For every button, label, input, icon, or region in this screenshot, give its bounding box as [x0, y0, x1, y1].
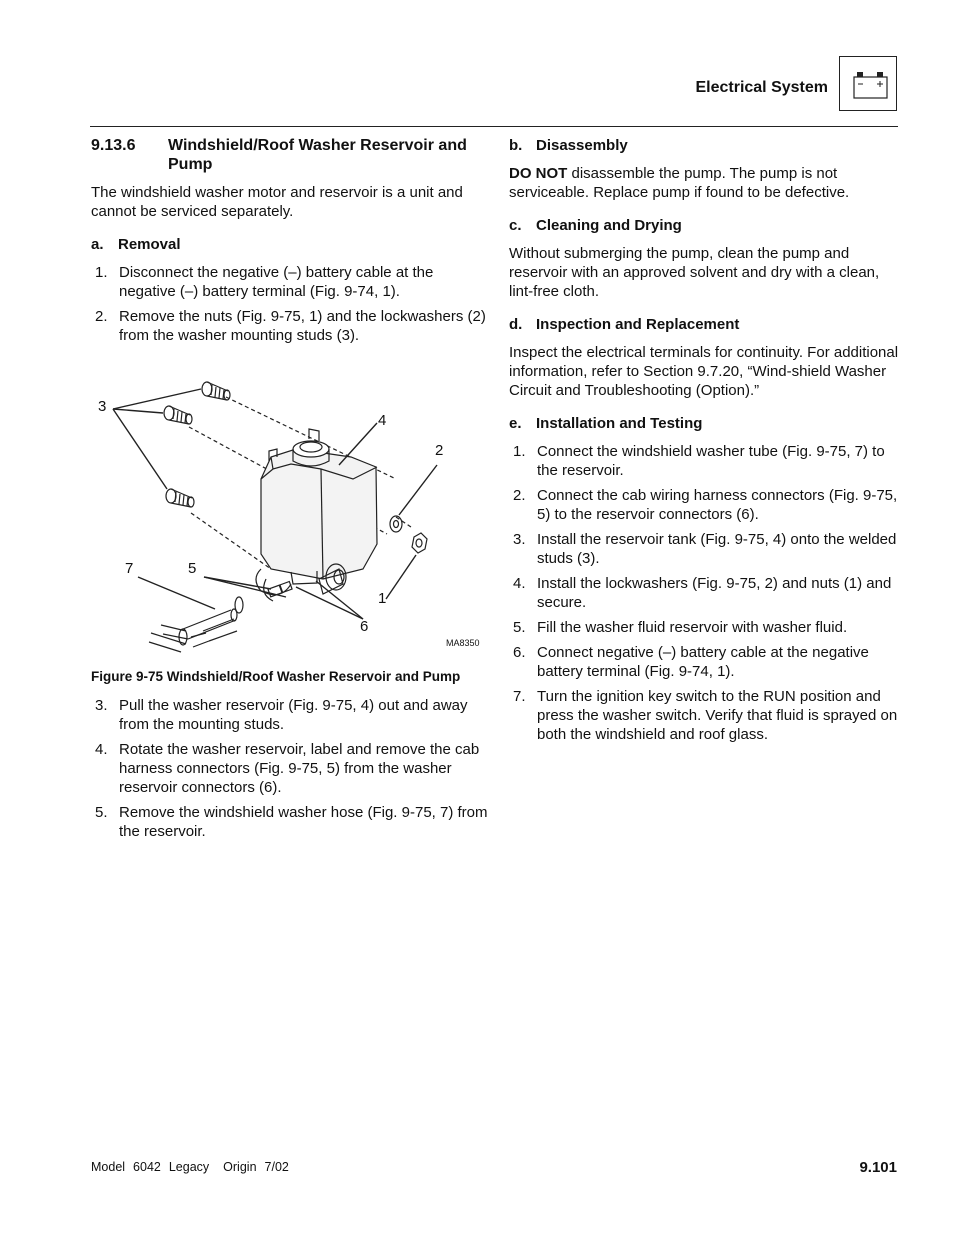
- footer-edition: Legacy: [168, 1160, 210, 1174]
- cleaning-text: Without submerging the pump, clean the pump and reservoir with an approved solvent and dry with a clean, lint-free cloth.: [509, 245, 880, 300]
- step-text: Install the lockwashers (Fig. 9-75, 2) and nuts (1) and secure.: [537, 575, 892, 611]
- callout-6: 6: [360, 618, 369, 635]
- stud-top: [202, 382, 230, 400]
- step-number: 5.: [513, 619, 526, 636]
- step-number: 1.: [513, 443, 526, 460]
- step-text: Connect negative (–) battery cable at the negative battery terminal (Fig. 9-74, 1).: [537, 644, 869, 680]
- removal-title: Removal: [118, 236, 181, 253]
- removal-steps-a: [91, 263, 491, 345]
- step-number: 6.: [513, 644, 526, 661]
- battery-icon: [839, 56, 897, 111]
- installation-title: Installation and Testing: [536, 415, 703, 432]
- cleaning-letter: c.: [509, 217, 522, 234]
- right-column: [509, 136, 901, 750]
- disassembly-text: [509, 164, 901, 202]
- step-number: 3.: [513, 531, 526, 548]
- section-intro: The windshield washer motor and reservoir is a unit and cannot be serviced separately.: [91, 184, 463, 220]
- callout-3: 3: [98, 398, 107, 415]
- figure-washer-reservoir: [91, 369, 486, 661]
- installation-heading: [509, 414, 901, 433]
- step-number: 4.: [513, 575, 526, 592]
- removal-steps-b: [91, 696, 491, 841]
- header-rule: [90, 126, 898, 127]
- removal-letter: a.: [91, 236, 104, 253]
- figure-code: MA8350: [446, 638, 480, 648]
- callout-1: 1: [378, 590, 387, 607]
- page-header-title: Electrical System: [695, 79, 828, 96]
- footer-model: Model: [91, 1160, 126, 1174]
- reservoir-illustration: [91, 369, 486, 661]
- step-text: Install the reservoir tank (Fig. 9-75, 4) onto the welded studs (3).: [537, 531, 897, 567]
- step-text: Remove the windshield washer hose (Fig. 9-75, 7) from the reservoir.: [119, 804, 488, 840]
- step-text: Rotate the washer reservoir, label and remove the cab harness connectors (Fig. 9-75, 5) from the washer reservoir connectors (6).: [119, 741, 480, 796]
- step-text: Connect the windshield washer tube (Fig. 9-75, 7) to the reservoir.: [537, 443, 885, 479]
- list-item: [91, 307, 491, 345]
- step-text: Connect the cab wiring harness connectors (Fig. 9-75, 5) to the reservoir connectors (6).: [537, 487, 898, 523]
- section-number: 9.13.6: [91, 137, 136, 154]
- disassembly-title: Disassembly: [536, 137, 628, 154]
- page-number: 9.101: [859, 1159, 897, 1176]
- list-item: [509, 530, 901, 568]
- list-item: [91, 696, 491, 734]
- list-item: [509, 442, 901, 480]
- callout-2: 2: [435, 442, 444, 459]
- section-title: Windshield/Roof Washer Reservoir and Pump: [168, 137, 467, 173]
- list-item: [509, 618, 901, 637]
- disassembly-body: disassemble the pump. The pump is not serviceable. Replace pump if found to be defective.: [509, 165, 850, 201]
- step-text: Remove the nuts (Fig. 9-75, 1) and the lockwashers (2) from the washer mounting studs (3).: [119, 308, 486, 344]
- disassembly-heading: [509, 136, 901, 155]
- step-number: 5.: [95, 804, 108, 821]
- inspection-text: Inspect the electrical terminals for continuity. For additional information, refer to Section 9.7.20, “Wind-shield Washer Circuit and Troubleshooting (Option).”: [509, 344, 899, 399]
- callout-4: 4: [378, 412, 387, 429]
- inspection-title: Inspection and Replacement: [536, 316, 740, 333]
- figure-caption: Figure 9-75 Windshield/Roof Washer Reservoir and Pump: [91, 669, 461, 684]
- inspection-heading: [509, 315, 901, 334]
- list-item: [509, 687, 901, 744]
- installation-steps: [509, 442, 901, 744]
- list-item: [91, 740, 491, 797]
- installation-letter: e.: [509, 415, 522, 432]
- step-number: 3.: [95, 697, 108, 714]
- cleaning-title: Cleaning and Drying: [536, 217, 682, 234]
- list-item: [509, 486, 901, 524]
- step-number: 2.: [513, 487, 526, 504]
- step-number: 1.: [95, 264, 108, 281]
- callout-5: 5: [188, 560, 197, 577]
- step-number: 7.: [513, 688, 526, 705]
- section-heading: [91, 136, 491, 174]
- footer-date: 7/02: [264, 1160, 289, 1174]
- step-number: 2.: [95, 308, 108, 325]
- inspection-letter: d.: [509, 316, 523, 333]
- list-item: [509, 574, 901, 612]
- stud-middle: [164, 406, 192, 424]
- step-text: Pull the washer reservoir (Fig. 9-75, 4) out and away from the mounting studs.: [119, 697, 468, 733]
- cleaning-heading: [509, 216, 901, 235]
- footer-model-number: 6042: [133, 1160, 161, 1174]
- step-text: Turn the ignition key switch to the RUN position and press the washer switch. Verify that fluid is sprayed on both the windshield and roof glass.: [537, 688, 898, 743]
- list-item: [509, 643, 901, 681]
- disassembly-emphasis: DO NOT: [509, 165, 568, 182]
- page-footer-info: [91, 1160, 289, 1174]
- footer-origin: Origin: [223, 1160, 257, 1174]
- list-item: [91, 803, 491, 841]
- removal-heading: [91, 235, 491, 254]
- left-column: [91, 136, 491, 847]
- disassembly-letter: b.: [509, 137, 523, 154]
- step-number: 4.: [95, 741, 108, 758]
- list-item: [91, 263, 491, 301]
- callout-7: 7: [125, 560, 134, 577]
- step-text: Disconnect the negative (–) battery cable at the negative (–) battery terminal (Fig. 9-74, 1).: [119, 264, 434, 300]
- step-text: Fill the washer fluid reservoir with washer fluid.: [537, 619, 848, 636]
- stud-bottom: [166, 489, 194, 507]
